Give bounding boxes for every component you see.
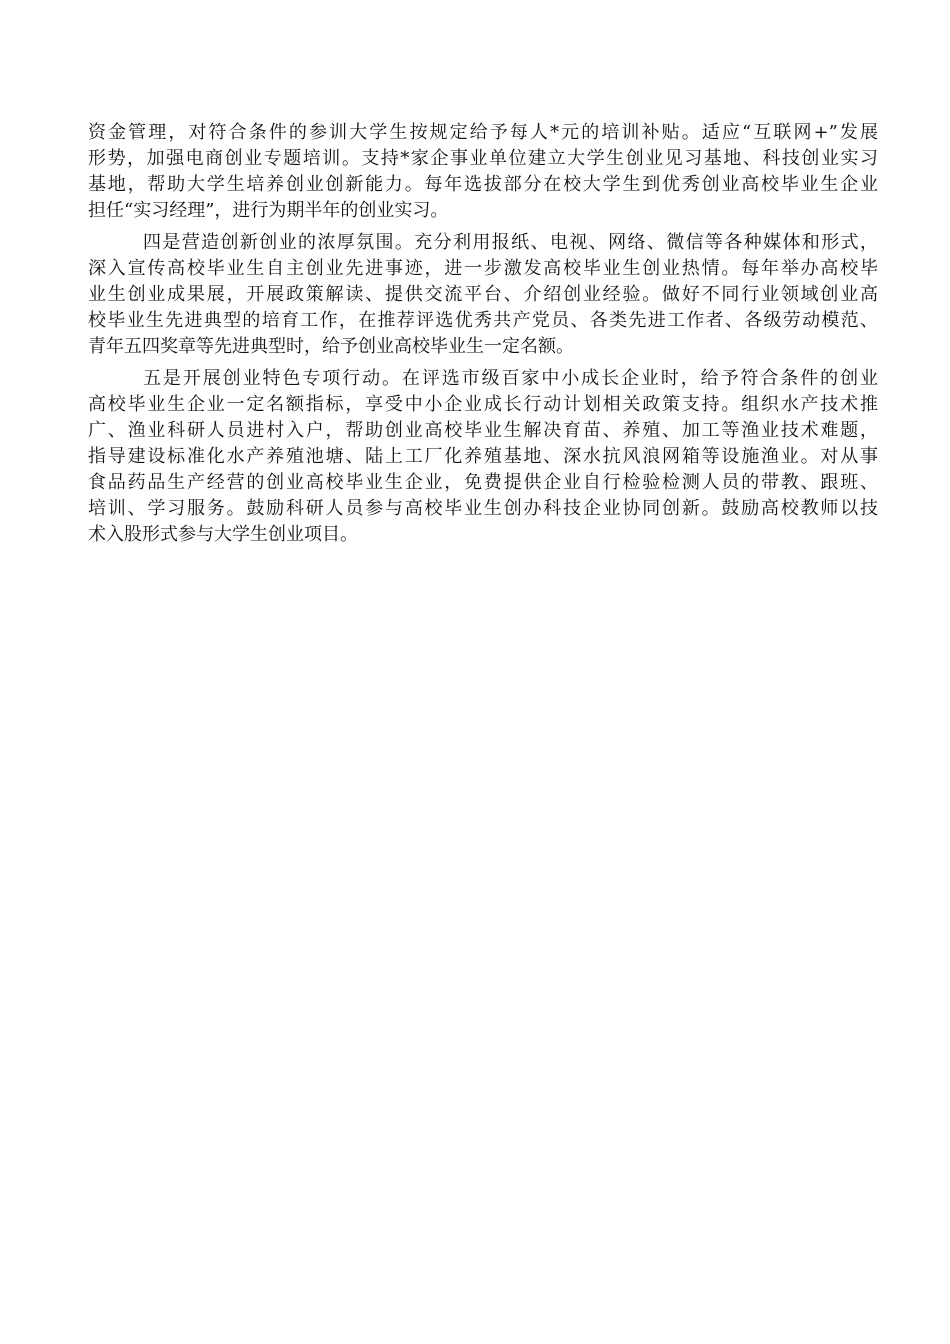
text-line: 食品药品生产经营的创业高校毕业生企业，免费提供企业自行检验检测人员的带教、跟班、 (88, 472, 878, 493)
text-line: 基地，帮助大学生培养创业创新能力。每年选拔部分在校大学生到优秀创业高校毕业生企业 (88, 174, 878, 195)
text-line: 四是营造创新创业的浓厚氛围。充分利用报纸、电视、网络、微信等各种媒体和形式， (143, 232, 878, 253)
text-line: 高校毕业生企业一定名额指标，享受中小企业成长行动计划相关政策支持。组织水产技术推 (88, 394, 878, 415)
paragraph-training-subsidy (88, 120, 878, 224)
text-line: 指导建设标准化水产养殖池塘、陆上工厂化养殖基地、深水抗风浪网箱等设施渔业。对从事 (88, 446, 878, 467)
text-line: 业生创业成果展，开展政策解读、提供交流平台、介绍创业经验。做好不同行业领域创业高 (88, 284, 878, 305)
text-line: 资金管理，对符合条件的参训大学生按规定给予每人*元的培训补贴。适应“互联网+”发展 (88, 122, 878, 143)
text-line: 五是开展创业特色专项行动。在评选市级百家中小成长企业时，给予符合条件的创业 (143, 368, 878, 389)
text-line: 术入股形式参与大学生创业项目。 (88, 524, 358, 545)
text-line: 培训、学习服务。鼓励科研人员参与高校毕业生创办科技企业协同创新。鼓励高校教师以技 (88, 498, 878, 519)
document-page (88, 120, 878, 554)
text-line: 青年五四奖章等先进典型时，给予创业高校毕业生一定名额。 (88, 336, 574, 357)
paragraph-special-actions (88, 366, 878, 548)
text-line: 广、渔业科研人员进村入户，帮助创业高校毕业生解决育苗、养殖、加工等渔业技术难题， (88, 420, 878, 441)
text-line: 担任“实习经理”，进行为期半年的创业实习。 (88, 200, 449, 221)
text-line: 形势，加强电商创业专题培训。支持*家企事业单位建立大学生创业见习基地、科技创业实习 (88, 148, 878, 169)
paragraph-atmosphere (88, 230, 878, 360)
text-line: 深入宣传高校毕业生自主创业先进事迹，进一步激发高校毕业生创业热情。每年举办高校毕 (88, 258, 878, 279)
text-line: 校毕业生先进典型的培育工作，在推荐评选优秀共产党员、各类先进工作者、各级劳动模范、 (88, 310, 878, 331)
